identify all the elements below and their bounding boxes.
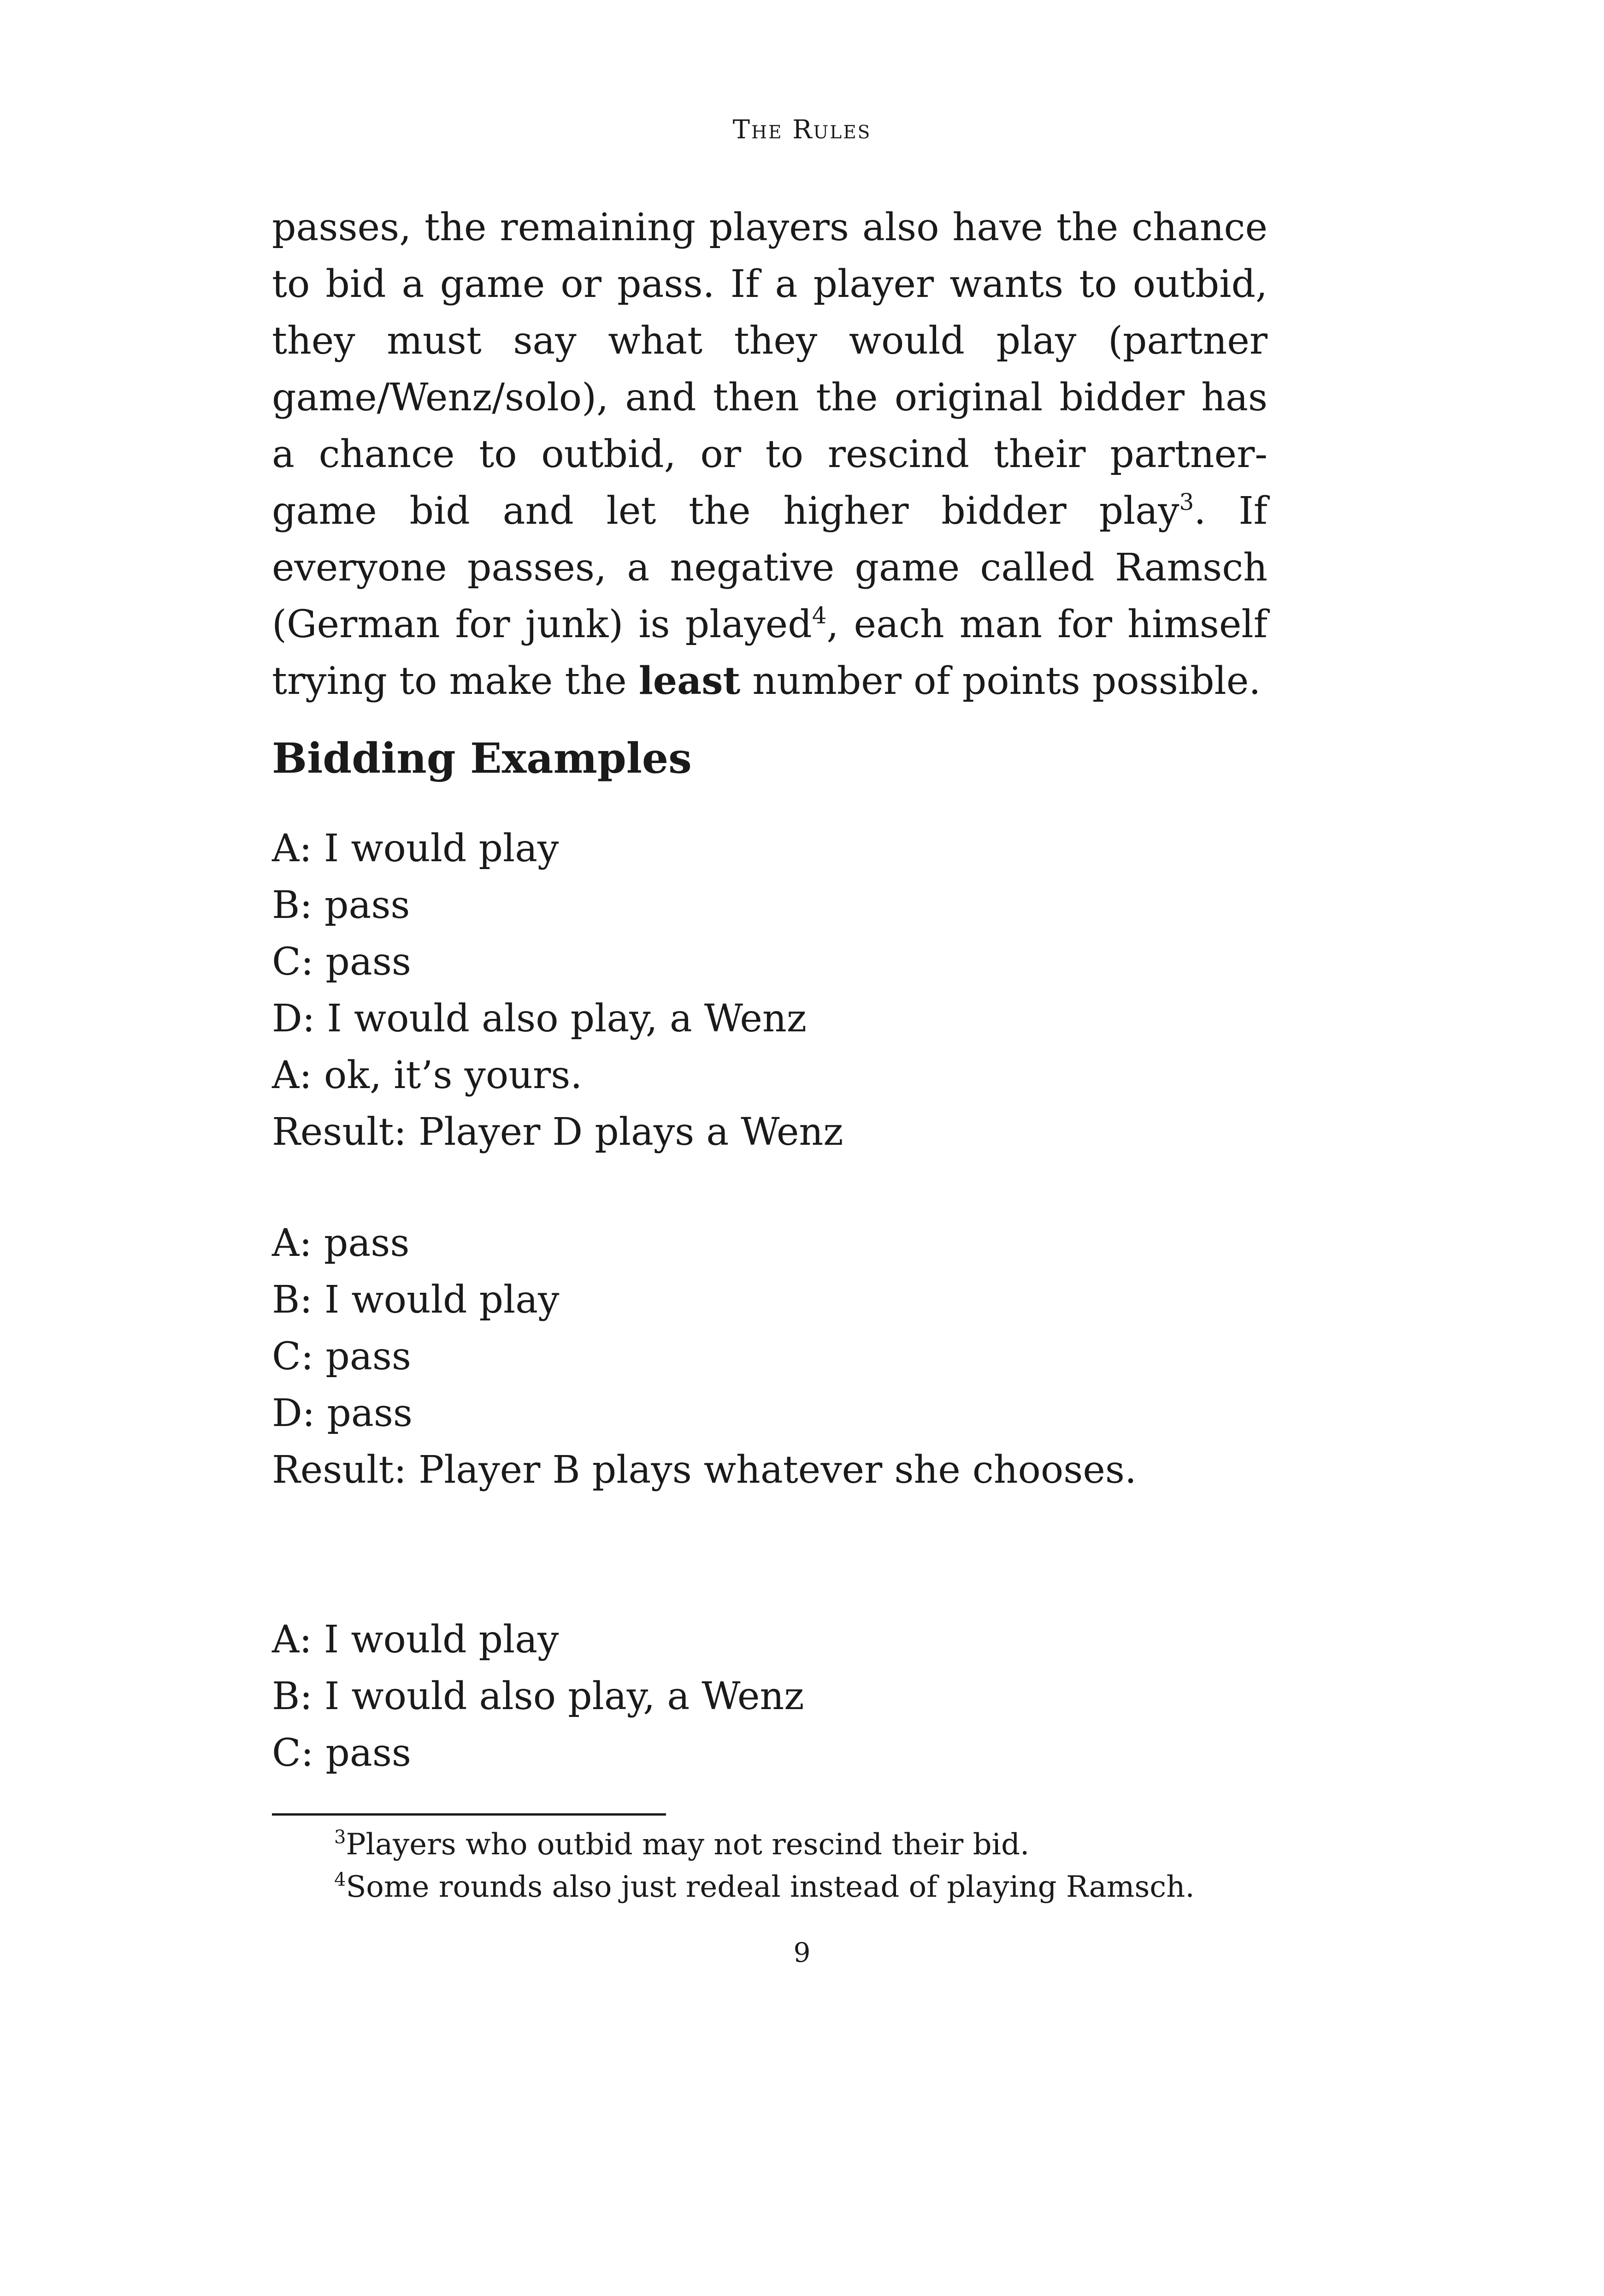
emphasis-word: least — [638, 659, 741, 703]
bidding-example — [272, 1215, 1286, 1498]
bid-line: B: pass — [272, 883, 410, 927]
footnote-ref: 3 — [1179, 489, 1194, 515]
body-paragraph — [272, 199, 1268, 710]
paragraph-text: passes, the remaining players also have the chance to bid a game or pass. If a player wants to outbid, they must say what they would play (partner game/Wenz/solo), and then the original bidder has a chance to outbid, or to rescind their partner-game bid and let the higher bidder play — [272, 206, 1268, 533]
bid-result: Result: Player D plays a Wenz — [272, 1110, 843, 1154]
footnote — [334, 1866, 1302, 1908]
bid-line: D: I would also play, a Wenz — [272, 997, 807, 1041]
bid-line: B: I would play — [272, 1278, 560, 1322]
page-number: 9 — [793, 1937, 811, 1968]
bid-line: D: pass — [272, 1391, 413, 1435]
paragraph-text: . If everyone passes, a negative game called Ramsch (German for junk) is played — [272, 489, 1268, 646]
footnote-text: Players who outbid may not rescind their bid. — [346, 1828, 1030, 1862]
bid-result: Result: Player B plays whatever she chooses. — [272, 1448, 1137, 1492]
bidding-example — [272, 1611, 1286, 1781]
bid-line: A: I would play — [272, 1618, 559, 1662]
footnote-ref: 4 — [812, 602, 827, 629]
bidding-example — [272, 820, 1286, 1160]
bid-line: C: pass — [272, 1731, 411, 1775]
bid-line: A: I would play — [272, 827, 559, 870]
running-head: The Rules — [732, 115, 872, 145]
bid-line: C: pass — [272, 1335, 411, 1379]
section-heading: Bidding Examples — [272, 734, 692, 783]
footnotes — [334, 1823, 1302, 1908]
footnote-divider — [272, 1813, 666, 1816]
bid-line: A: ok, it’s yours. — [272, 1053, 583, 1097]
footnote-text: Some rounds also just redeal instead of playing Ramsch. — [346, 1870, 1195, 1904]
footnote-mark: 4 — [334, 1869, 346, 1890]
footnote — [334, 1823, 1302, 1866]
bid-line: B: I would also play, a Wenz — [272, 1675, 804, 1718]
bid-line: C: pass — [272, 940, 411, 984]
paragraph-text: , each man for himself trying to make the — [272, 603, 1268, 703]
paragraph-text: number of points possible. — [740, 659, 1261, 703]
footnote-mark: 3 — [334, 1827, 346, 1848]
bid-line: A: pass — [272, 1221, 410, 1265]
